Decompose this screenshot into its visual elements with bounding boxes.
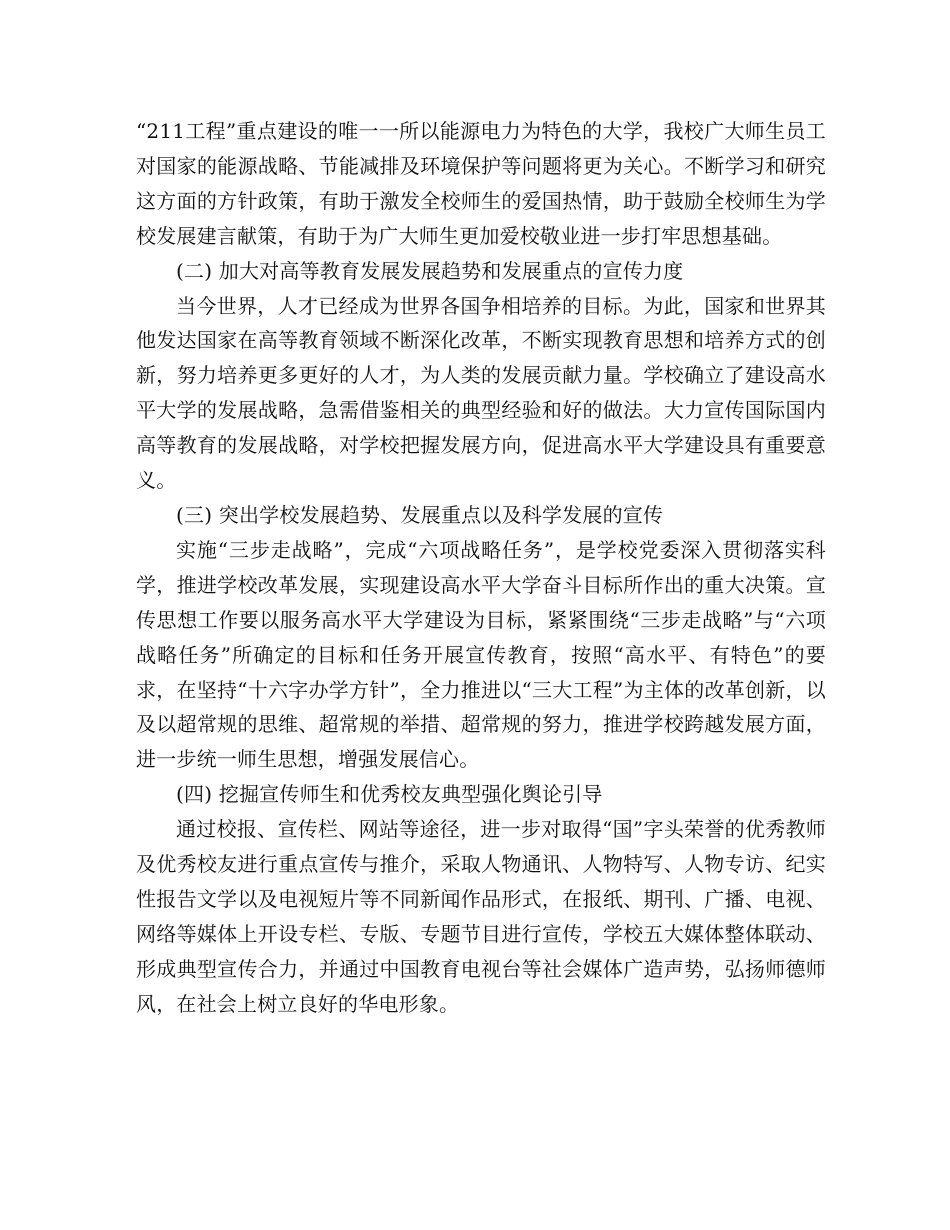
paragraph-intro-continuation: “211工程”重点建设的唯一一所以能源电力为特色的大学，我校广大师生员工对国家的能源战略、节能减排及环境保护等问题将更为关心。不断学习和研究这方面的方针政策，有助于激发全校师生的爱国热情，助于鼓励全校师生为学校发展建言献策，有助于为广大师生更加爱校敬业进一步打牢思想基础。: [136, 119, 826, 248]
document-page: [136, 114, 826, 1022]
section-heading-3: (三) 突出学校发展趋势、发展重点以及科学发展的宣传: [176, 502, 664, 527]
section-heading-2: (二) 加大对高等教育发展发展趋势和发展重点的宣传力度: [176, 258, 684, 283]
section-heading-4: (四) 挖掘宣传师生和优秀校友典型强化舆论引导: [176, 782, 603, 807]
paragraph-section-4: 通过校报、宣传栏、网站等途径，进一步对取得“国”字头荣誉的优秀教师及优秀校友进行重点宣传与推介，采取人物通讯、人物特写、人物专访、纪实性报告文学以及电视短片等不同新闻作品形式，在报纸、期刊、广播、电视、网络等媒体上开设专栏、专版、专题节目进行宣传，学校五大媒体整体联动、形成典型宣传合力，并通过中国教育电视台等社会媒体广造声势，弘扬师德师风，在社会上树立良好的华电形象。: [136, 817, 826, 1016]
paragraph-section-2: 当今世界，人才已经成为世界各国争相培养的目标。为此，国家和世界其他发达国家在高等教育领域不断深化改革，不断实现教育思想和培养方式的创新，努力培养更多更好的人才，为人类的发展贡献力量。学校确立了建设高水平大学的发展战略，急需借鉴相关的典型经验和好的做法。大力宣传国际国内高等教育的发展战略，对学校把握发展方向，促进高水平大学建设具有重要意义。: [136, 293, 826, 493]
paragraph-section-3: 实施“三步走战略”，完成“六项战略任务”，是学校党委深入贯彻落实科学，推进学校改革发展，实现建设高水平大学奋斗目标所作出的重大决策。宣传思想工作要以服务高水平大学建设为目标，紧紧围绕“三步走战略”与“六项战略任务”所确定的目标和任务开展宣传教育，按照“高水平、有特色”的要求，在坚持“十六字办学方针”，全力推进以“三大工程”为主体的改革创新，以及以超常规的思维、超常规的举措、超常规的努力，推进学校跨越发展方面，进一步统一师生思想，增强发展信心。: [136, 537, 826, 772]
